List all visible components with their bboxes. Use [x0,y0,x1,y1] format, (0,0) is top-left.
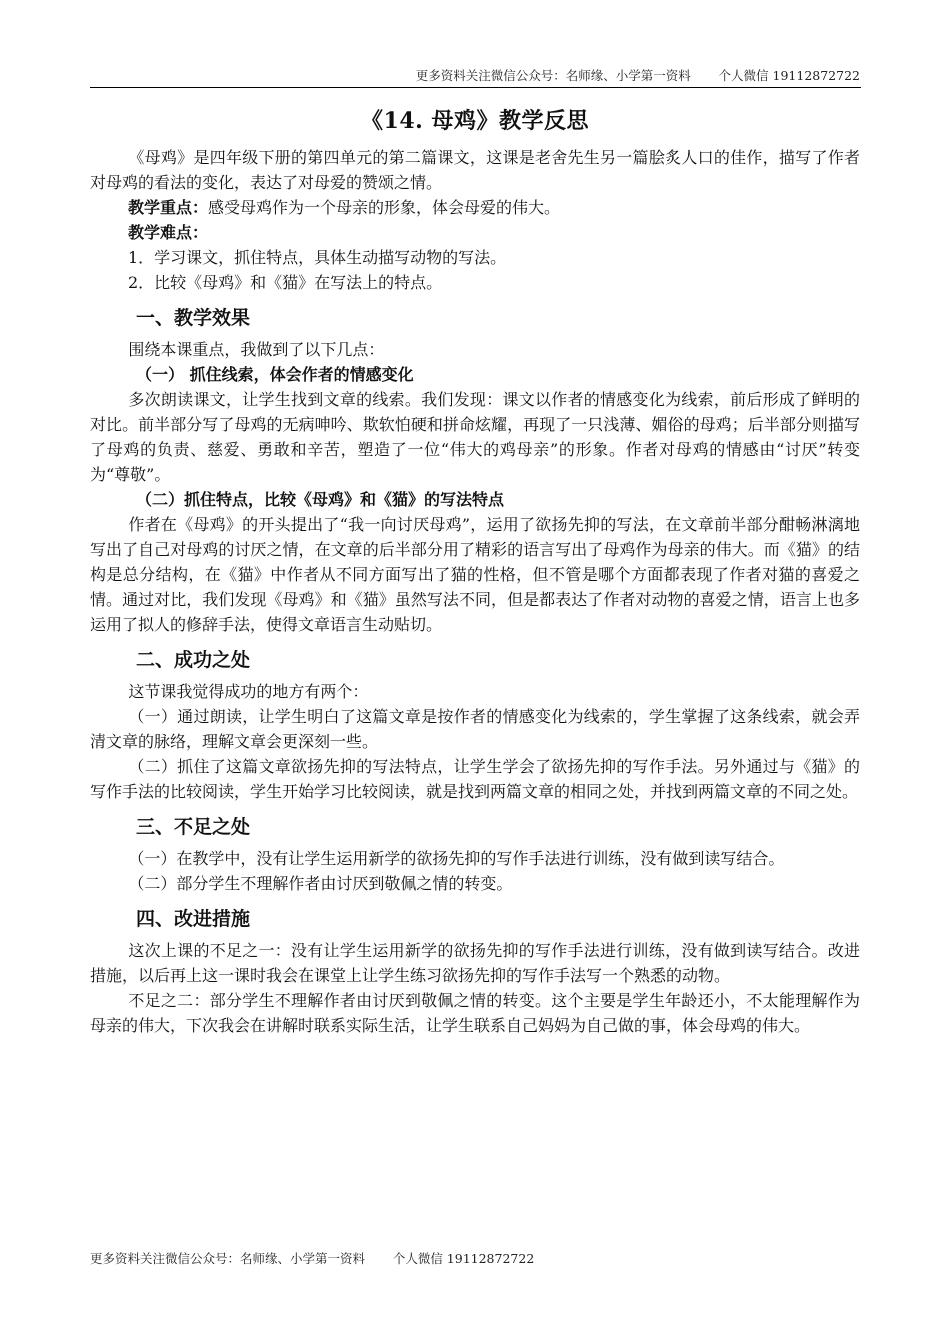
page-header: 更多资料关注微信公众号：名师缘、小学第一资料 个人微信 19112872722 [415,68,860,83]
section4-paragraph-2: 不足之二：部分学生不理解作者由讨厌到敬佩之情的转变。这个主要是学生年龄还小，不太能理解作为母亲的伟大，下次我会在讲解时联系实际生活，让学生联系自己妈妈为自己做的事，体会母鸡的伟大。 [90,991,860,1035]
document-title: 《14. 母鸡》教学反思 [361,108,589,134]
header-rule [90,87,861,88]
section3-paragraph-1: （一）在教学中，没有让学生运用新学的欲扬先抑的写作手法进行训练，没有做到读写结合。 [128,849,785,868]
difficulty-item-1: 1．学习课文，抓住特点，具体生动描写动物的写法。 [128,248,507,267]
section-heading-success: 二、成功之处 [136,649,251,671]
section2-paragraph-2: （二）抓住了这篇文章欲扬先抑的写法特点，让学生学会了欲扬先抑的写作手法。另外通过与《猫》的写作手法的比较阅读，学生开始学习比较阅读，就是找到两篇文章的相同之处，并找到两篇文章的不同之处。 [90,757,860,801]
section3-paragraph-2: （二）部分学生不理解作者由讨厌到敬佩之情的转变。 [128,874,513,893]
page-footer: 更多资料关注微信公众号：名师缘、小学第一资料 个人微信 19112872722 [90,1251,535,1266]
document-body [90,100,860,1038]
section2-lead: 这节课我觉得成功的地方有两个： [128,682,369,701]
section-heading-improvements: 四、改进措施 [136,908,251,930]
section-heading-shortcomings: 三、不足之处 [136,816,251,838]
difficulty-label: 教学难点： [128,223,209,242]
key-point-label: 教学重点： [128,198,209,217]
difficulty-item-2: 2．比较《母鸡》和《猫》在写法上的特点。 [128,273,443,292]
section1-subheading-2: （二）抓住特点，比较《母鸡》和《猫》的写法特点 [136,490,505,509]
section1-paragraph-2: 作者在《母鸡》的开头提出了“我一向讨厌母鸡”，运用了欲扬先抑的写法，在文章前半部分酣畅淋漓地写出了自己对母鸡的讨厌之情，在文章的后半部分用了精彩的语言写出了母鸡作为母亲的伟大。而《猫》的结构是总分结构，在《猫》中作者从不同方面写出了猫的性格，但不管是哪个方面都表现了作者对猫的喜爱之情。通过对比，我们发现《母鸡》和《猫》虽然写法不同，但是都表达了作者对动物的喜爱之情，语言上也多运用了拟人的修辞手法，使得文章语言生动贴切。 [90,515,860,634]
section-heading-effect: 一、教学效果 [136,307,251,329]
section1-paragraph-1: 多次朗读课文，让学生找到文章的线索。我们发现：课文以作者的情感变化为线索，前后形成了鲜明的对比。前半部分写了母鸡的无病呻吟、欺软怕硬和拼命炫耀，再现了一只浅薄、媚俗的母鸡；后半部分则描写了母鸡的负责、慈爱、勇敢和辛苦，塑造了一位“伟大的鸡母亲”的形象。作者对母鸡的情感由“讨厌”转变为“尊敬”。 [90,390,860,484]
key-point-text: 感受母鸡作为一个母亲的形象，体会母爱的伟大。 [208,198,561,217]
key-point [90,195,860,220]
section2-paragraph-1: （一）通过朗读，让学生明白了这篇文章是按作者的情感变化为线索的，学生掌握了这条线索，就会弄清文章的脉络，理解文章会更深刻一些。 [90,707,860,751]
section1-subheading-1: （一） 抓住线索，体会作者的情感变化 [136,365,414,384]
section4-paragraph-1: 这次上课的不足之一：没有让学生运用新学的欲扬先抑的写作手法进行训练，没有做到读写结合。改进措施，以后再上这一课时我会在课堂上让学生练习欲扬先抑的写作手法写一个熟悉的动物。 [90,941,860,985]
intro-paragraph: 《母鸡》是四年级下册的第四单元的第二篇课文，这课是老舍先生另一篇脍炙人口的佳作，描写了作者对母鸡的看法的变化，表达了对母爱的赞颂之情。 [90,148,860,192]
section1-lead: 围绕本课重点，我做到了以下几点： [128,340,385,359]
